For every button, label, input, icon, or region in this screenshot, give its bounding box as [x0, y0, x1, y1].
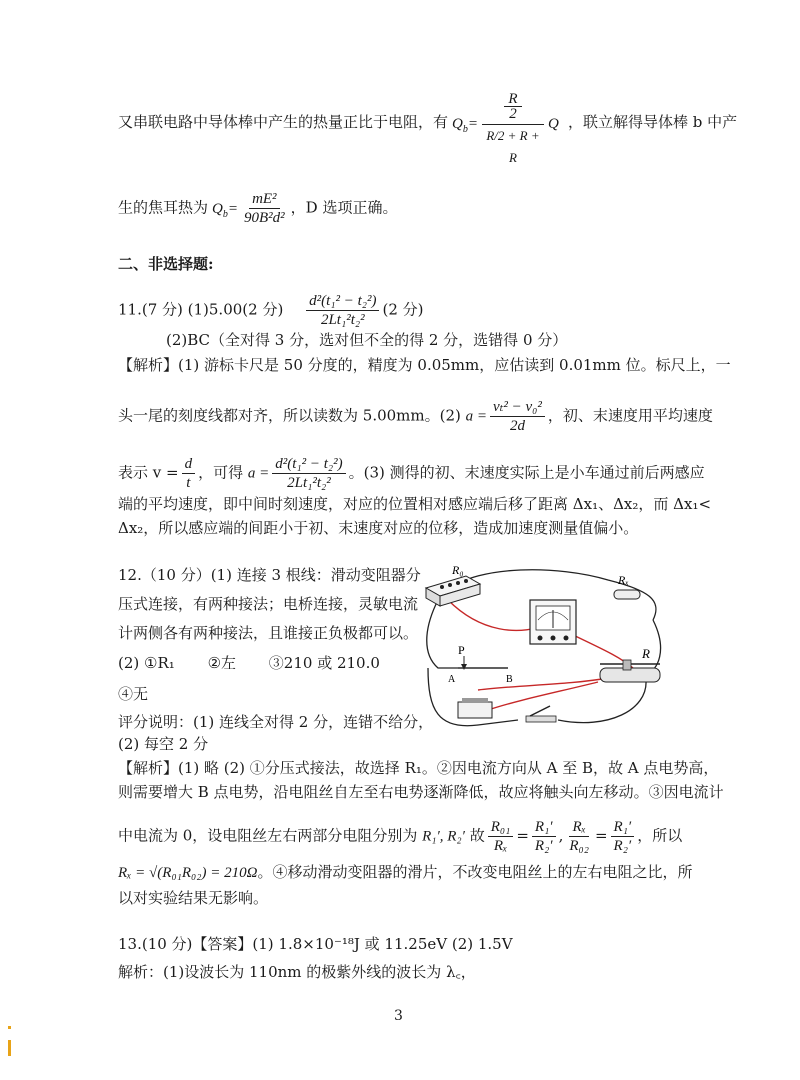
text: (2) ①R₁ — [118, 654, 175, 672]
q11-den-2: 2Lt₁²t₂² — [287, 475, 331, 491]
q12-line-1: 12.（10 分）(1) 连接 3 根线：滑动变阻器分 — [118, 566, 421, 584]
text: 又串联电路中导体棒中产生的热量正比于电阻，有 — [118, 113, 449, 131]
heat-num: mE² — [249, 190, 280, 209]
rx-resistor — [614, 573, 640, 599]
q12-analysis-2: 则需要增大 B 点电势，沿电阻丝自左至右电势逐渐降低，故应将触头向左移动。③因电流计 — [118, 783, 724, 801]
text: 表示 v = — [118, 463, 179, 482]
rx-eq: Rₓ = √(R₀₁R₀₂) = 210Ω — [118, 865, 258, 881]
resistance-wire — [448, 643, 513, 685]
qb-q: Q — [548, 116, 559, 132]
qb-num-bot: 2 — [509, 106, 517, 122]
q11-part2: (2)BC（全对得 3 分，选对但不全的得 2 分，选错得 0 分） — [166, 331, 568, 349]
label-a: A — [448, 674, 456, 685]
text: ，联立解得导体棒 b 中产 — [568, 113, 738, 131]
text: 中电流为 0，设电阻丝左右两部分电阻分别为 — [118, 826, 418, 845]
heat-den: 90B²d² — [243, 210, 285, 226]
battery — [458, 698, 492, 718]
text: ，初、末速度用平均速度 — [547, 406, 713, 425]
q11-den: 2Lt₁²t₂² — [320, 312, 365, 328]
label-r0: R₀ — [452, 563, 464, 577]
ratio2-den: R₂′ — [534, 838, 553, 854]
v-fraction — [182, 455, 196, 492]
ratio4-den: R₂′ — [613, 838, 632, 854]
q12-line-7: (2) 每空 2 分 — [118, 735, 209, 753]
qb-num-top: R — [508, 91, 518, 107]
ratio1-den: Rₓ — [493, 838, 508, 854]
a-eq: a = — [465, 408, 488, 425]
q12-analysis-3: 中电流为 0，设电阻丝左右两部分电阻分别为 R₁′, R₂′ 故 $\frac{\text{R₀₁}}{\text{Rₓ}}$ = $\frac{\text{R₁′}}{\text{R₂′}}$ , $\frac{\text{Rₓ}}{\text{R₀₂}}$ = $\frac{\text{R₁′}}{\text{R₂′}}$ ，所以 — [118, 819, 683, 854]
label-r: R — [642, 646, 650, 661]
q12-line-4 — [118, 653, 380, 673]
edge-mark — [8, 1040, 11, 1056]
ratio-4 — [611, 818, 635, 855]
q11-analysis-5: Δx₂，所以感应端的间距小于初、末速度对应的位移，造成加速度测量值偏小。 — [118, 519, 639, 537]
ratio-1 — [488, 818, 514, 855]
q11-analysis-4: 端的平均速度，即中间时刻速度，对应的位置相对感应端后移了距离 Δx₁、Δx₂，而 Δx₁< — [118, 495, 712, 513]
label-rx: Rₓ — [618, 573, 629, 587]
q11-fraction — [306, 292, 379, 329]
r0-resistance-box — [426, 563, 480, 606]
text: (2 分) — [382, 300, 424, 319]
ratio2-num: R₁′ — [532, 818, 556, 837]
qb-den: R/2 + R + R — [486, 128, 540, 165]
heat-fraction — [241, 190, 288, 227]
text: 生的焦耳热为 — [118, 198, 209, 217]
q13-answer: 13.(10 分)【答案】(1) 1.8×10⁻¹⁸J 或 11.25eV (2) 1.5V — [118, 935, 513, 953]
q12-line-5: ④无 — [118, 685, 149, 703]
qb-sub: b — [462, 124, 468, 135]
v-den: t — [186, 475, 191, 491]
v-num: d — [182, 455, 196, 474]
q12-line-3: 计两侧各有两种接法，且谁接正负极都可以。 — [118, 624, 419, 642]
q12-analysis-5: 以对实验结果无影响。 — [118, 889, 269, 907]
circuit-figure — [418, 560, 676, 740]
page-number: 3 — [394, 1008, 403, 1024]
line-1-tail — [568, 112, 737, 132]
text: ③210 或 210.0 — [268, 654, 380, 672]
text: ，D 选项正确。 — [290, 198, 398, 217]
rheostat-r — [600, 646, 660, 682]
section-heading: 二、非选择题: — [118, 255, 214, 273]
q11-analysis-2 — [118, 398, 713, 435]
ratio-2 — [532, 818, 556, 855]
a-eq-2: a = — [247, 465, 270, 482]
text: 11.(7 分) (1)5.00(2 分) — [118, 300, 284, 319]
q11-answer — [118, 292, 424, 329]
text: ，所以 — [637, 826, 683, 845]
q13-analysis: 解析：(1)设波长为 110nm 的极紫外线的波长为 λ꜀， — [118, 963, 476, 981]
q11-analysis-1: 【解析】(1) 游标卡尺是 50 分度的，精度为 0.05mm，应估读到 0.01mm 位。标尺上，一 — [118, 356, 731, 374]
ratio3-num: Rₓ — [569, 818, 588, 837]
switch — [526, 706, 556, 722]
label-p: P — [458, 643, 465, 657]
text: 。(3) 测得的初、末速度实际上是小车通过前后两感应 — [348, 463, 705, 482]
ratio3-den: R₀₂ — [569, 838, 589, 854]
q12-line-6: 评分说明：(1) 连线全对得 2 分，连错不给分， — [118, 713, 434, 731]
formula-qb: $Q_b=$ R 2 R/2 + R + R Q — [452, 92, 562, 158]
a-num: vₜ² − v₀² — [490, 398, 545, 417]
text: ②左 — [207, 654, 237, 672]
ratio-3 — [566, 818, 592, 855]
edge-mark — [8, 1026, 11, 1029]
q11-analysis-3 — [118, 455, 705, 492]
r-pair: R₁′, R₂′ — [422, 828, 465, 845]
text: 。④移动滑动变阻器的滑片，不改变电阻丝上的左右电阻之比，所 — [257, 863, 693, 881]
galvanometer — [530, 600, 576, 644]
q11-fraction-2 — [272, 455, 345, 492]
qb-lhs: Q — [452, 116, 463, 132]
q11-num-2: d²(t₁² − t₂²) — [272, 455, 345, 474]
label-b: B — [506, 674, 513, 685]
text: ，可得 — [198, 463, 244, 482]
ratio1-num: R₀₁ — [488, 818, 514, 837]
ratio4-num: R₁′ — [611, 818, 635, 837]
q11-num: d²(t₁² − t₂²) — [306, 292, 379, 311]
q12-analysis-1: 【解析】(1) 略 (2) ①分压式接法，故选择 R₁。②因电流方向从 A 至 B，故 A 点电势高， — [118, 759, 719, 777]
text: 头一尾的刻度线都对齐，所以读数为 5.00mm。(2) — [118, 406, 461, 425]
text: 故 — [469, 826, 485, 845]
line-2: 生的焦耳热为 $Q_b=$ $\frac{\text{mE²}}{\text{90B²d²}}$ ，D 选项正确。 — [118, 191, 398, 226]
q12-line-2: 压式连接，有两种接法；电桥连接，灵敏电流 — [118, 595, 419, 613]
line-1 — [118, 112, 448, 132]
a-den: 2d — [509, 418, 525, 434]
q12-analysis-4 — [118, 862, 692, 883]
a-fraction — [490, 398, 545, 435]
